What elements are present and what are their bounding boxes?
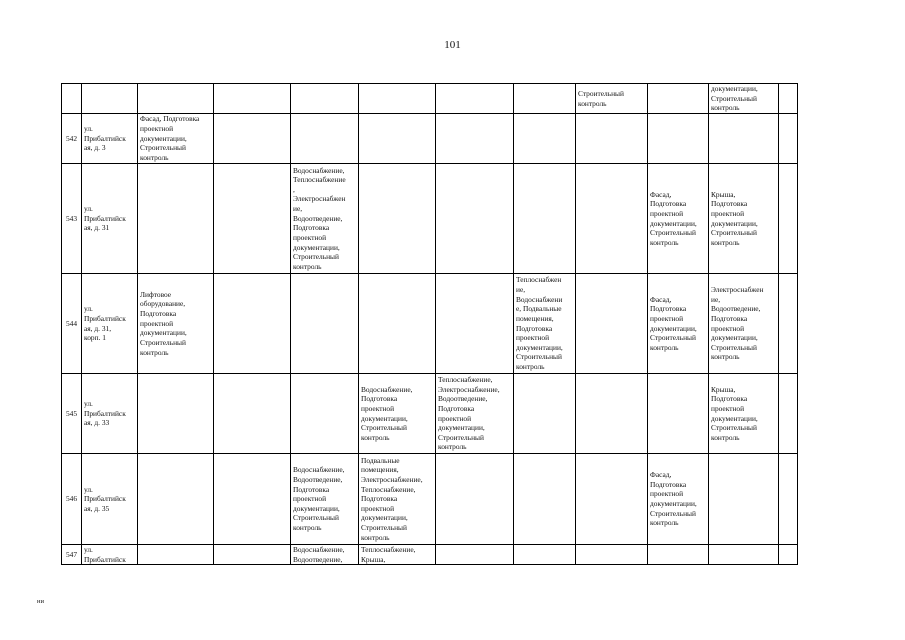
work-cell-text: документации, Строительный контроль — [711, 84, 758, 113]
work-cell — [436, 454, 514, 545]
work-cell — [514, 84, 576, 114]
work-cell — [648, 114, 709, 164]
row-number-cell: 547 — [62, 545, 82, 565]
work-cell — [779, 84, 798, 114]
address-cell — [82, 274, 138, 374]
work-cell — [709, 164, 779, 274]
work-cell — [359, 454, 436, 545]
work-cell-text: Теплоснабжен ие, Водоснабжени е, Подвальные помещения, Подготовка проектной документации, Строительный контроль — [516, 275, 563, 371]
work-cell-text: Водоснабжение, Водоотведение, — [293, 545, 345, 564]
work-cell — [436, 114, 514, 164]
work-cell — [359, 274, 436, 374]
address-cell — [82, 114, 138, 164]
work-cell-text: Теплоснабжение, Электроснабжение, Водоотведение, Подготовка проектной документации, Строительный контроль — [438, 375, 500, 452]
work-cell-text: Теплоснабжение, Крыша, — [361, 545, 416, 564]
address-text: ул. Прибалтийск ая, д. 3 — [84, 124, 126, 153]
page-number: 101 — [444, 39, 461, 51]
work-cell — [436, 84, 514, 114]
work-cell — [214, 164, 291, 274]
work-cell — [648, 84, 709, 114]
address-cell — [82, 374, 138, 454]
address-cell — [82, 84, 138, 114]
work-cell — [138, 545, 214, 565]
row-number-cell: 542 — [62, 114, 82, 164]
address-text: ул. Прибалтийск ая, д. 31, корп. 1 — [84, 304, 126, 343]
work-cell — [359, 374, 436, 454]
work-cell-text: Крыша, Подготовка проектной документации, Строительный контроль — [711, 189, 758, 247]
work-cell — [138, 374, 214, 454]
work-cell — [291, 454, 359, 545]
work-cell — [359, 164, 436, 274]
work-cell — [214, 274, 291, 374]
work-cell — [779, 545, 798, 565]
work-cell — [779, 274, 798, 374]
row-number-cell: 543 — [62, 164, 82, 274]
address-text: ул. Прибалтийск ая, д. 35 — [84, 484, 126, 513]
work-cell — [514, 164, 576, 274]
work-cell — [138, 454, 214, 545]
work-cell — [436, 274, 514, 374]
work-cell — [214, 454, 291, 545]
work-cell — [514, 454, 576, 545]
work-cell — [436, 164, 514, 274]
work-cell — [576, 164, 648, 274]
work-cell — [576, 84, 648, 114]
work-cell — [291, 114, 359, 164]
work-cell — [214, 545, 291, 565]
work-cell — [576, 274, 648, 374]
work-cell-text: Фасад, Подготовка проектной документации, Строительный контроль — [140, 114, 200, 162]
work-cell-text: Водоснабжение, Водоотведение, Подготовка проектной документации, Строительный контроль — [293, 465, 345, 533]
work-cell — [779, 454, 798, 545]
work-cell — [709, 114, 779, 164]
table-row — [62, 114, 798, 164]
work-cell — [576, 545, 648, 565]
work-cell — [138, 274, 214, 374]
work-cell — [291, 84, 359, 114]
table-row — [62, 374, 798, 454]
work-cell — [359, 114, 436, 164]
work-cell-text: Электроснабжен ие, Водоотведение, Подготовка проектной документации, Строительный контроль — [711, 285, 764, 362]
work-cell — [138, 84, 214, 114]
work-cell — [648, 454, 709, 545]
work-cell — [648, 164, 709, 274]
address-cell — [82, 454, 138, 545]
work-cell-text: Водоснабжение, Подготовка проектной документации, Строительный контроль — [361, 384, 413, 442]
work-cell — [291, 274, 359, 374]
work-cell — [291, 374, 359, 454]
work-cell-text: Строительный контроль — [578, 88, 624, 108]
work-schedule-table — [61, 83, 798, 565]
work-cell — [514, 114, 576, 164]
work-cell-text: Лифтовое оборудование, Подготовка проектной документации, Строительный контроль — [140, 289, 187, 357]
work-cell — [214, 114, 291, 164]
address-text: ул. Прибалтийск ая, д. 31 — [84, 204, 126, 233]
address-text: ул. Прибалтийск ая, д. 33 — [84, 399, 126, 428]
address-cell — [82, 164, 138, 274]
work-cell — [514, 374, 576, 454]
table-row — [62, 84, 798, 114]
work-cell-text: Водоснабжение, Теплоснабжение , Электроснабжен ие, Водоотведение, Подготовка проектной документации, Строительный контроль — [293, 165, 346, 271]
row-number-cell — [62, 84, 82, 114]
row-number-cell: 544 — [62, 274, 82, 374]
work-cell — [576, 374, 648, 454]
row-number-cell: 545 — [62, 374, 82, 454]
work-cell-text: Фасад, Подготовка проектной документации, Строительный контроль — [650, 294, 697, 352]
work-cell — [779, 164, 798, 274]
work-cell — [576, 454, 648, 545]
work-cell — [709, 274, 779, 374]
work-cell — [436, 374, 514, 454]
work-cell — [709, 374, 779, 454]
work-cell — [359, 84, 436, 114]
table-row — [62, 454, 798, 545]
work-cell-text: Фасад, Подготовка проектной документации, Строительный контроль — [650, 470, 697, 528]
table-row — [62, 164, 798, 274]
work-cell — [779, 114, 798, 164]
work-cell — [648, 545, 709, 565]
footer-mark: ни — [37, 598, 44, 605]
work-cell-text: Подвальные помещения, Электроснабжение, Теплоснабжение, Подготовка проектной документации, Строительный контроль — [361, 455, 423, 542]
work-cell — [359, 545, 436, 565]
work-cell — [214, 84, 291, 114]
work-cell — [436, 545, 514, 565]
work-cell — [291, 164, 359, 274]
work-cell-text: Крыша, Подготовка проектной документации, Строительный контроль — [711, 384, 758, 442]
work-cell — [709, 454, 779, 545]
work-cell — [291, 545, 359, 565]
address-text: ул. Прибалтийск — [84, 545, 126, 564]
table-row — [62, 545, 798, 565]
work-cell — [709, 545, 779, 565]
work-cell — [709, 84, 779, 114]
row-number-cell: 546 — [62, 454, 82, 545]
work-cell — [514, 545, 576, 565]
work-cell — [648, 274, 709, 374]
work-cell — [648, 374, 709, 454]
address-cell — [82, 545, 138, 565]
work-cell — [214, 374, 291, 454]
work-cell-text: Фасад, Подготовка проектной документации, Строительный контроль — [650, 189, 697, 247]
work-cell — [779, 374, 798, 454]
work-cell — [138, 164, 214, 274]
work-cell — [576, 114, 648, 164]
table-row — [62, 274, 798, 374]
work-cell — [514, 274, 576, 374]
work-cell — [138, 114, 214, 164]
